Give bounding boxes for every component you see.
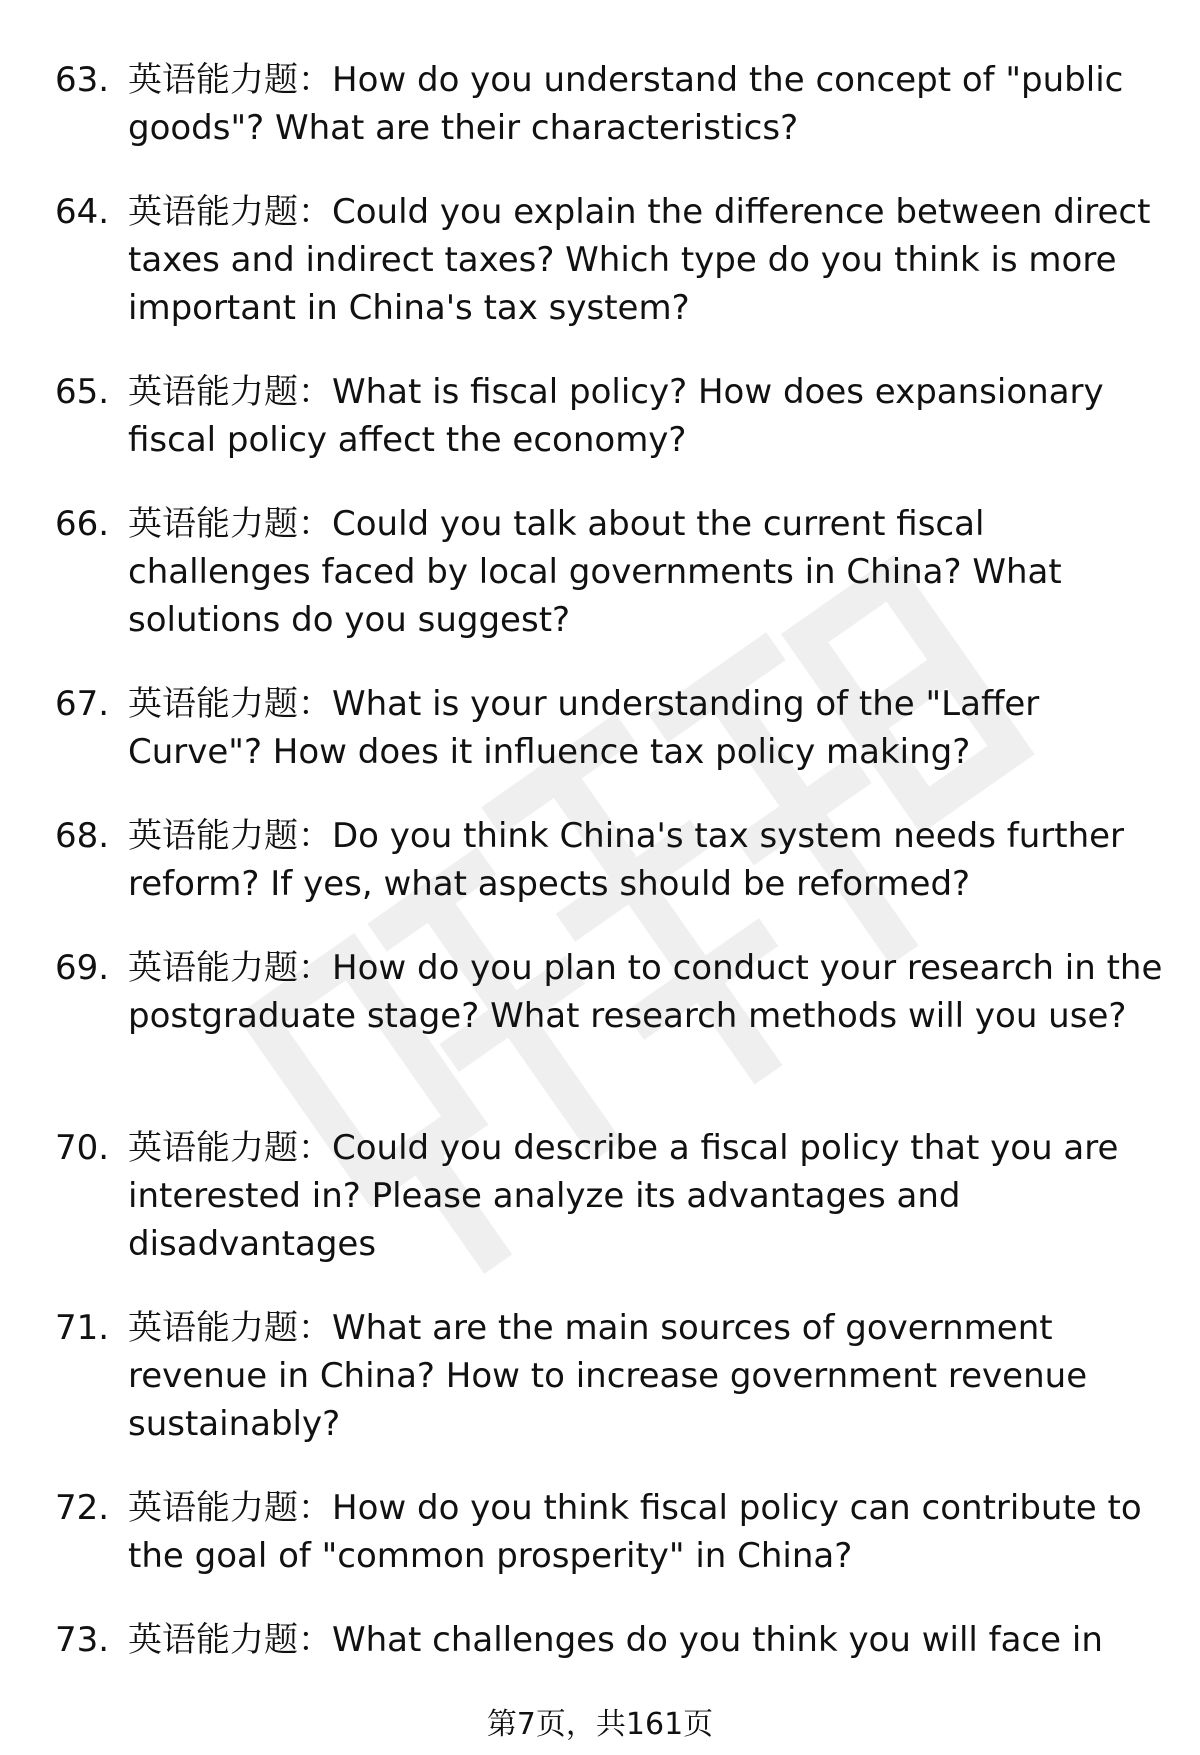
question-item (55, 1616, 1170, 1664)
question-text: 英语能力题：Could you describe a fiscal policy that you are interested in? Please analyze its advantages and disadvantages (128, 1128, 1119, 1264)
page-footer (0, 1705, 1200, 1745)
question-text: 英语能力题：What is fiscal policy? How does expansionary fiscal policy affect the economy? (128, 372, 1104, 460)
question-list (55, 56, 1170, 1664)
question-text: 英语能力题：Could you explain the difference between direct taxes and indirect taxes? Which type do you think is more important in China's tax system? (128, 192, 1151, 328)
question-number: 63. (55, 60, 110, 100)
question-number: 66. (55, 504, 110, 544)
question-text: 英语能力题：How do you understand the concept of "public goods"? What are their characteristics? (128, 60, 1124, 148)
question-number: 65. (55, 372, 110, 412)
question-item (55, 680, 1170, 812)
question-text: 英语能力题：Could you talk about the current fiscal challenges faced by local governments in China? What solutions do you suggest? (128, 504, 1062, 640)
question-text: 英语能力题：How do you think fiscal policy can contribute to the goal of "common prosperity" in China? (128, 1488, 1142, 1576)
question-item (55, 56, 1170, 188)
question-number: 70. (55, 1128, 110, 1168)
question-item (55, 1484, 1170, 1616)
question-number: 73. (55, 1620, 110, 1660)
question-number: 64. (55, 192, 110, 232)
question-text: 英语能力题：Do you think China's tax system needs further reform? If yes, what aspects should be reformed? (128, 816, 1125, 904)
question-text: 英语能力题：How do you plan to conduct your research in the postgraduate stage? What research methods will you use? (128, 948, 1163, 1036)
question-text: 英语能力题：What challenges do you think you will face in (128, 1620, 1103, 1660)
question-text: 英语能力题：What is your understanding of the "Laffer Curve"? How does it influence tax policy making? (128, 684, 1040, 772)
question-item (55, 500, 1170, 680)
question-item (55, 188, 1170, 368)
question-item (55, 1124, 1170, 1304)
question-item (55, 812, 1170, 944)
question-item (55, 1304, 1170, 1484)
question-text: 英语能力题：What are the main sources of government revenue in China? How to increase government revenue sustainably? (128, 1308, 1088, 1444)
question-item (55, 944, 1170, 1124)
page-number-label: 第7页，共161页 (486, 1707, 714, 1742)
question-number: 71. (55, 1308, 110, 1348)
question-number: 67. (55, 684, 110, 724)
question-number: 69. (55, 948, 110, 988)
question-number: 72. (55, 1488, 110, 1528)
question-item (55, 368, 1170, 500)
question-number: 68. (55, 816, 110, 856)
